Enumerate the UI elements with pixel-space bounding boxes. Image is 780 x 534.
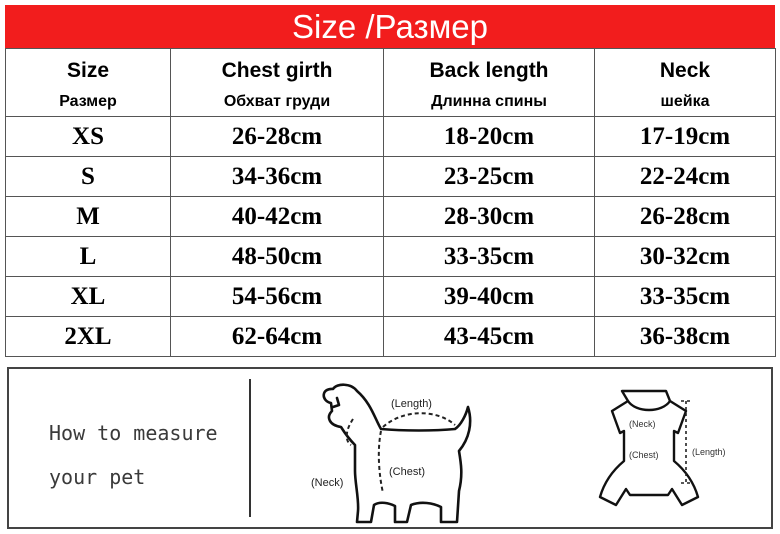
neck-cell: 30-32cm	[595, 237, 776, 277]
chest-cell: 34-36cm	[171, 157, 384, 197]
back-length-cell: 43-45cm	[384, 317, 595, 357]
header-size-en: Size	[66, 58, 110, 82]
size-cell: 2XL	[6, 317, 171, 357]
guide-text-line-1: How to measure	[49, 421, 218, 445]
table-row	[6, 317, 776, 357]
garment-label-length: (Length)	[692, 447, 726, 457]
size-cell: XL	[6, 277, 171, 317]
table-row	[6, 117, 776, 157]
dog-measure-diagram	[299, 379, 499, 529]
measure-guide-panel	[7, 367, 773, 529]
back-length-cell: 33-35cm	[384, 237, 595, 277]
guide-text-line-2: your pet	[49, 465, 146, 489]
chest-cell: 54-56cm	[171, 277, 384, 317]
dog-label-chest: (Chest)	[389, 466, 426, 478]
neck-cell: 33-35cm	[595, 277, 776, 317]
header-neck	[595, 49, 776, 117]
size-banner-title: Size /Размер	[5, 5, 775, 48]
header-back-length	[384, 49, 595, 117]
chest-cell: 62-64cm	[171, 317, 384, 357]
neck-cell: 17-19cm	[595, 117, 776, 157]
header-back-ru: Длинна спины	[431, 92, 547, 110]
header-neck-ru: шейка	[660, 92, 710, 110]
size-cell: S	[6, 157, 171, 197]
header-chest-en: Chest girth	[221, 58, 333, 82]
dog-label-length: (Length)	[391, 398, 432, 410]
size-cell: M	[6, 197, 171, 237]
size-cell: XS	[6, 117, 171, 157]
back-length-cell: 39-40cm	[384, 277, 595, 317]
header-chest-girth	[171, 49, 384, 117]
back-length-cell: 18-20cm	[384, 117, 595, 157]
table-row	[6, 237, 776, 277]
dog-label-neck: (Neck)	[311, 477, 344, 489]
header-back-en: Back length	[429, 58, 549, 82]
table-row	[6, 197, 776, 237]
dog-measure-lines	[347, 413, 455, 493]
garment-outline-icon	[600, 391, 698, 505]
neck-cell: 36-38cm	[595, 317, 776, 357]
table-header-row	[6, 49, 776, 117]
table-row	[6, 277, 776, 317]
size-cell: L	[6, 237, 171, 277]
header-size	[6, 49, 171, 117]
back-length-cell: 28-30cm	[384, 197, 595, 237]
neck-cell: 22-24cm	[595, 157, 776, 197]
back-length-cell: 23-25cm	[384, 157, 595, 197]
garment-label-chest: (Chest)	[629, 450, 659, 460]
garment-measure-diagram	[574, 383, 749, 523]
header-chest-ru: Обхват груди	[223, 92, 331, 110]
header-neck-en: Neck	[659, 58, 711, 82]
chest-cell: 26-28cm	[171, 117, 384, 157]
guide-divider	[249, 379, 251, 517]
neck-cell: 26-28cm	[595, 197, 776, 237]
chest-cell: 40-42cm	[171, 197, 384, 237]
table-row	[6, 157, 776, 197]
header-size-ru: Размер	[59, 92, 117, 110]
size-table	[5, 48, 776, 357]
chest-cell: 48-50cm	[171, 237, 384, 277]
garment-label-neck: (Neck)	[629, 419, 656, 429]
